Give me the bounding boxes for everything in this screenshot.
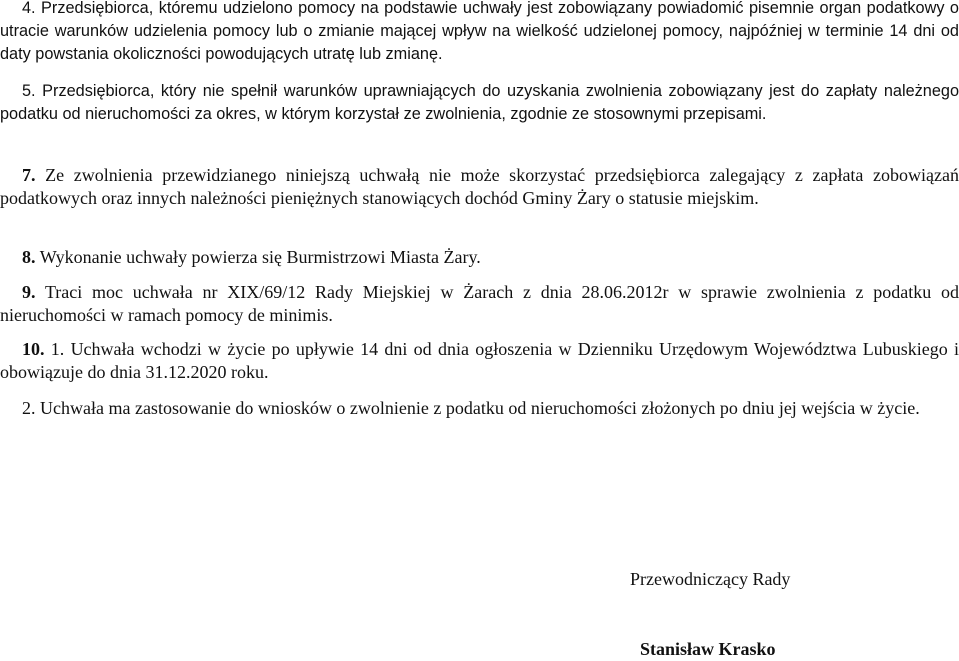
- paragraph-text: Uchwała ma zastosowanie do wniosków o zwolnienie z podatku od nieruchomości złożonych po dniu jej wejścia w życie.: [40, 398, 920, 418]
- paragraph-number: 2.: [22, 398, 36, 418]
- paragraph-subnumber: 1.: [50, 339, 65, 359]
- paragraph-5: [0, 80, 959, 126]
- paragraph-number: 9.: [22, 282, 36, 302]
- paragraph-number: 10.: [22, 339, 45, 359]
- paragraph-7: [0, 164, 959, 210]
- paragraph-number: 7.: [22, 165, 36, 185]
- paragraph-8: [0, 246, 959, 269]
- paragraph-9: [0, 281, 959, 327]
- paragraph-text: Uchwała wchodzi w życie po upływie 14 dni od dnia ogłoszenia w Dzienniku Urzędowym Województwa Lubuskiego i obowiązuje do dnia 31.12.2020 roku.: [0, 339, 959, 382]
- signatory-name: Stanisław Krasko: [640, 639, 776, 659]
- signatory-title: Przewodniczący Rady: [630, 569, 791, 589]
- paragraph-text: Wykonanie uchwały powierza się Burmistrzowi Miasta Żary.: [39, 247, 481, 267]
- paragraph-text: Ze zwolnienia przewidzianego niniejszą uchwałą nie może skorzystać przedsiębiorca zalegający z zapłata zobowiązań podatkowych oraz innych należności pieniężnych stanowiących dochód Gminy Żary o statusie miejskim.: [0, 165, 959, 208]
- paragraph-10-2: [0, 397, 959, 420]
- paragraph-number: 8.: [22, 247, 36, 267]
- paragraph-text: Traci moc uchwała nr XIX/69/12 Rady Miejskiej w Żarach z dnia 28.06.2012r w sprawie zwolnienia z podatku od nieruchomości w ramach pomocy de minimis.: [0, 282, 959, 325]
- paragraph-text: Przedsiębiorca, któremu udzielono pomocy na podstawie uchwały jest zobowiązany powiadomić pisemnie organ podatkowy o utracie warunków udzielenia pomocy lub o zmianie mającej wpływ na wielkość udzielonej pomocy, najpóźniej w terminie 14 dni od daty powstania okoliczności powodujących utratę lub zmianę.: [0, 0, 959, 63]
- paragraph-4: [0, 0, 959, 66]
- paragraph-text: Przedsiębiorca, który nie spełnił warunków uprawniających do uzyskania zwolnienia zobowiązany jest do zapłaty należnego podatku od nieruchomości za okres, w którym korzystał ze zwolnienia, zgodnie ze stosownymi przepisami.: [0, 82, 959, 123]
- paragraph-number: 4.: [22, 0, 36, 17]
- paragraph-number: 5.: [22, 82, 36, 100]
- paragraph-10: [0, 338, 959, 384]
